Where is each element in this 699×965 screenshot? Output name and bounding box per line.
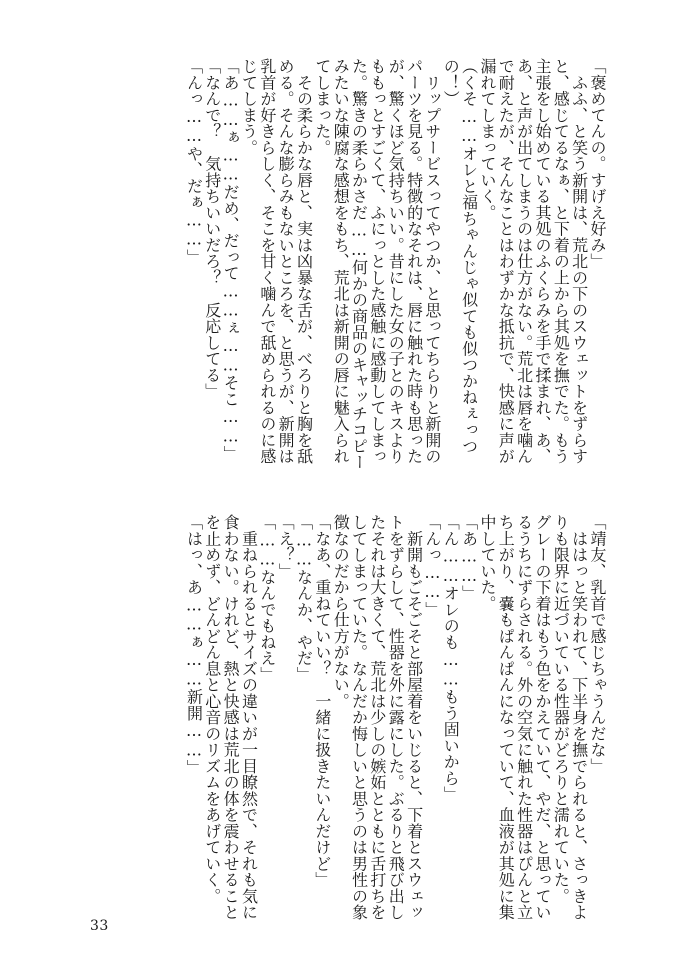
text-line: りも限界に近づいている性器がどろりと濡れていた。 <box>551 514 571 904</box>
text-line: 「ん……オレのも……もう固いから」 <box>441 514 461 803</box>
text-line: 新開もごそごそと部屋着をいじると、下着とスウェッ <box>404 514 424 921</box>
text-line: してしまっていた。なんだか悔しいと思うのは男性の象 <box>349 514 369 921</box>
text-line: 食わない。けれど、熱と快感は荒北の体を震わせること <box>221 514 241 921</box>
text-line: るうちにずらされる。外の空気に触れた性器はぴんと立 <box>514 514 534 921</box>
text-line: 「なあ、重ねていい？ 一緒に扱きたいんだけど」 <box>312 514 332 888</box>
text-line: ち上がり、嚢もぱんぱんになっていて、血液が其処に集 <box>496 514 516 921</box>
text-line: （くそ……オレと福ちゃんじゃ似ても似つかねぇっつ <box>459 58 479 454</box>
text-line: あ、と声が出てしまうのは仕方がない。荒北は唇を噛ん <box>514 58 534 465</box>
text-line: 主張をし始めている其処のふくらみを手で揉まれ、あ、 <box>532 58 552 465</box>
text-line: た。驚きの柔らかさだ……何かの商品のキャッチコピー <box>349 58 369 471</box>
text-line: 「……なんか、やだ」 <box>294 514 314 683</box>
text-line: を止めず、どんどん息と心音のリズムをあげていく。 <box>202 514 222 904</box>
text-line: と、感じてるなぁ、と下着の上から其処を撫でた。もう <box>551 58 571 465</box>
text-line: 「あ……ぁ……だめ、だって……ぇ……そこ……」 <box>221 58 241 462</box>
text-line: たそれは大きくて、荒北は少しの嫉妬とともに舌打ちを <box>367 514 387 921</box>
text-line: トをずらして、性器を外に露にした。ぶるりと飛び出し <box>386 514 406 921</box>
text-line: 漏れてしまっていく。 <box>477 58 497 221</box>
text-line: その柔らかな唇と、実は凶暴な舌が、べろりと胸を舐 <box>294 58 314 465</box>
text-line: 乳首が好きらしく、そこを甘く噛んで舐められるのに感 <box>257 58 277 465</box>
text-line: じてしまう。 <box>239 58 259 156</box>
text-line: が、驚くほど気持ちいい。昔にした女の子とのキスより <box>386 58 406 465</box>
text-line: 徴なのだから仕方がない。 <box>331 514 351 709</box>
text-line: グレーの下着はもう色をかえていて、やだ、と思ってい <box>532 514 552 921</box>
text-line: 中していた。 <box>477 514 497 612</box>
text-line: 「んっ……や、だぁ……」 <box>184 58 204 265</box>
text-line: める。そんな膨らみもないところを、と思うが、新開は <box>276 58 296 465</box>
text-line: 「んっ……」 <box>422 514 442 618</box>
text-line: ももっとすごくて、ふにっとした感触に感動してしまっ <box>367 58 387 465</box>
text-line: てしまった。 <box>312 58 332 156</box>
text-line: みたいな陳腐な感想をもち、荒北は新開の唇に魅入られ <box>331 58 351 465</box>
text-line: 「褒めてんの。すげえ好み」 <box>588 58 607 270</box>
text-line: 「なんで？ 気持ちいいだろ？ 反応してる」 <box>202 58 222 400</box>
text-line: ははっと笑われて、下半身を撫でられると、さっきよ <box>569 514 589 921</box>
page-number: 33 <box>90 918 109 934</box>
text-line: 「え？」 <box>276 514 296 579</box>
text-line: パーツを見る。特徴的なそれは、唇に触れた時も思った <box>404 58 424 465</box>
text-line: ふふ、と笑う新開は、荒北の下のスウェットをずらす <box>569 58 589 465</box>
text-line: 「あ……」 <box>459 514 479 602</box>
text-line: で耐えたが、そんなことはわずかな抵抗で、快感に声が <box>496 58 516 465</box>
text-block-top <box>184 58 607 471</box>
text-line: 「……なんでもねえ」 <box>257 514 277 683</box>
text-block-bottom <box>184 514 607 924</box>
text-line: 「靖友、乳首で感じちゃうんだな」 <box>588 514 607 774</box>
text-line: 重ねられるとサイズの違いが一目瞭然で、それも気に <box>239 514 259 921</box>
text-line: リップサービスってやつか、と思ってちらりと新開の <box>422 58 442 465</box>
text-line: 「はっ、あ……ぁ……新開……」 <box>184 514 204 776</box>
text-line: の！） <box>441 58 461 107</box>
